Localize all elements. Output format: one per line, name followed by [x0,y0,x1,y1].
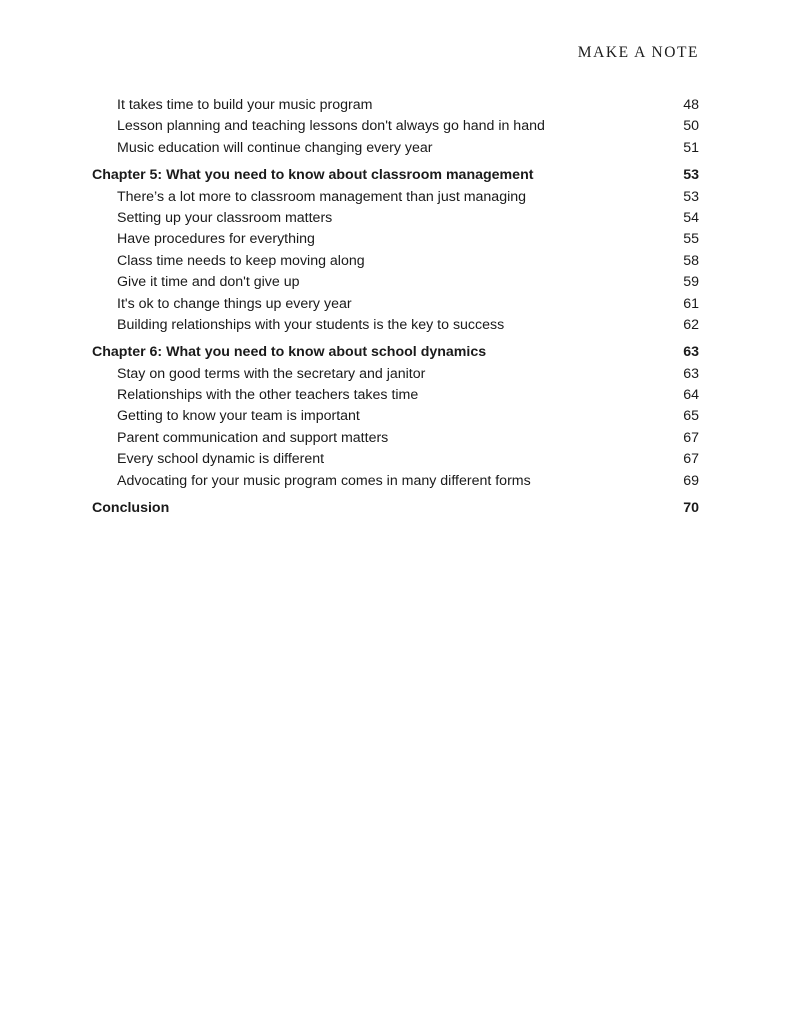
toc-entry-page-number: 59 [683,274,699,291]
toc-entry-page-number: 67 [683,451,699,468]
toc-entry-page-number: 58 [683,252,699,269]
toc-entry-title: Chapter 5: What you need to know about classroom management [92,167,534,184]
toc-entry-title: Every school dynamic is different [117,451,325,468]
toc-entry-page-number: 65 [683,408,699,425]
toc-entry-page-number: 48 [683,97,699,113]
toc-entry-title: Give it time and don't give up [117,274,300,291]
toc-entry-row[interactable] [92,229,699,250]
toc-entry-page-number: 69 [683,472,699,489]
toc-entry-title: Chapter 6: What you need to know about school dynamics [92,344,487,361]
toc-chapter-row[interactable] [92,342,699,363]
toc-chapter-row[interactable] [92,165,699,186]
toc-entry-title: Music education will continue changing every year [117,139,433,156]
toc-entry-title: Conclusion [92,500,170,517]
toc-chapter-row[interactable] [92,498,699,519]
toc-entry-row[interactable] [92,428,699,449]
toc-entry-row[interactable] [92,385,699,406]
toc-entry-title: Getting to know your team is important [117,408,360,425]
toc-entry-title: Setting up your classroom matters [117,209,333,226]
toc-entry-page-number: 54 [683,209,699,226]
toc-entry-title: Class time needs to keep moving along [117,252,365,269]
table-of-contents [92,95,699,519]
toc-entry-title: It's ok to change things up every year [117,295,352,312]
toc-entry-page-number: 63 [683,365,699,382]
toc-entry-page-number: 50 [683,118,699,135]
toc-entry-row[interactable] [92,95,699,116]
toc-entry-page-number: 70 [683,500,699,517]
toc-entry-row[interactable] [92,294,699,315]
toc-entry-row[interactable] [92,272,699,293]
toc-entry-row[interactable] [92,449,699,470]
running-head: MAKE A NOTE [577,44,699,61]
toc-entry-title: It takes time to build your music program [117,97,373,113]
toc-entry-page-number: 51 [683,139,699,156]
toc-entry-row[interactable] [92,471,699,492]
toc-entry-title: Have procedures for everything [117,231,315,248]
toc-entry-title: Parent communication and support matters [117,429,389,446]
toc-entry-page-number: 64 [683,387,699,404]
toc-entry-page-number: 62 [683,316,699,333]
toc-entry-row[interactable] [92,208,699,229]
toc-entry-title: Relationships with the other teachers takes time [117,387,419,404]
toc-entry-title: Building relationships with your students is the key to success [117,316,505,333]
toc-entry-page-number: 53 [683,167,699,184]
toc-entry-page-number: 53 [683,188,699,205]
toc-entry-title: Stay on good terms with the secretary and janitor [117,365,426,382]
toc-entry-row[interactable] [92,315,699,336]
toc-entry-row[interactable] [92,364,699,385]
toc-entry-page-number: 67 [683,429,699,446]
toc-entry-row[interactable] [92,116,699,137]
toc-entry-row[interactable] [92,251,699,272]
toc-entry-title: There’s a lot more to classroom management than just managing [117,188,527,205]
toc-entry-row[interactable] [92,187,699,208]
toc-entry-row[interactable] [92,406,699,427]
toc-entry-page-number: 63 [683,344,699,361]
toc-entry-page-number: 55 [683,231,699,248]
toc-entry-title: Lesson planning and teaching lessons don't always go hand in hand [117,118,545,135]
toc-entry-row[interactable] [92,138,699,159]
toc-entry-title: Advocating for your music program comes in many different forms [117,472,531,489]
toc-entry-page-number: 61 [683,295,699,312]
